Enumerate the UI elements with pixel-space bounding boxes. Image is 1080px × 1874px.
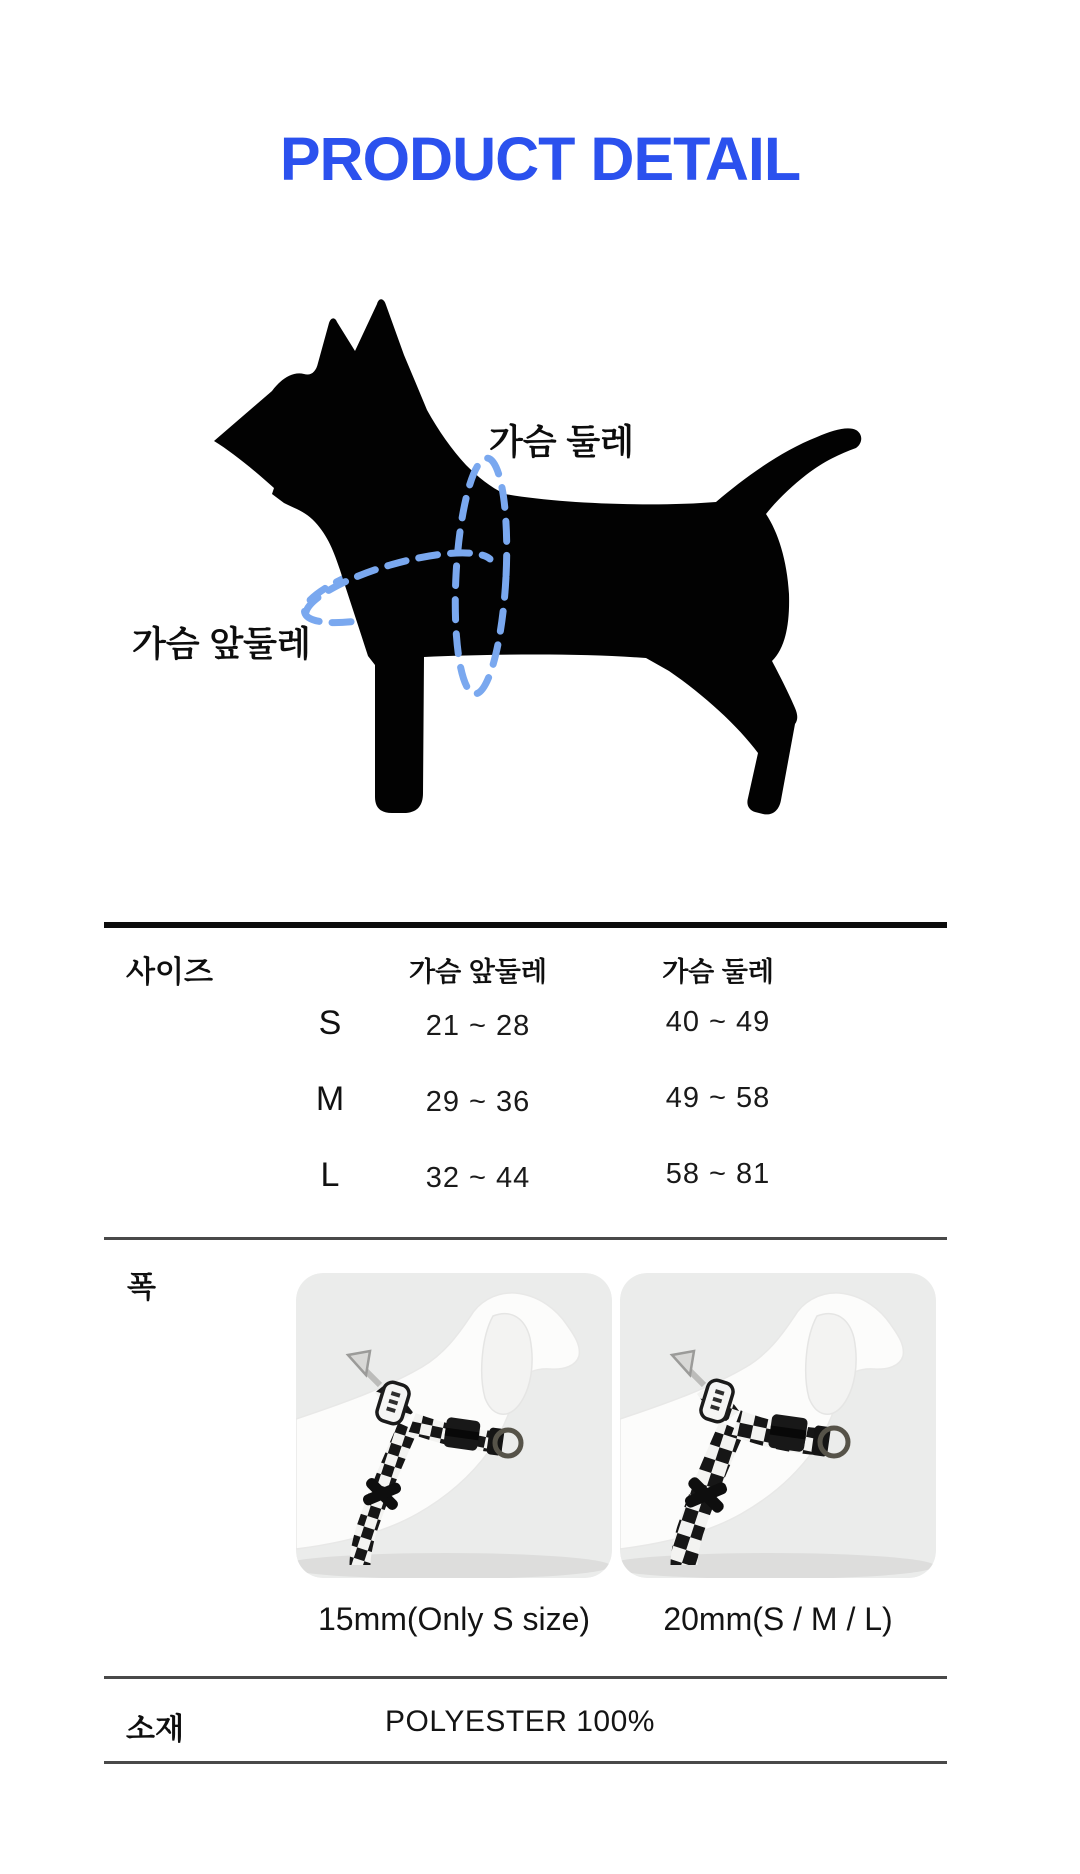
chest-value: 49 ~ 58 (665, 1082, 771, 1114)
size-row-label: S (318, 1004, 342, 1042)
divider-line (104, 1237, 947, 1240)
chest-value: 40 ~ 49 (665, 1006, 771, 1038)
front-chest-column-header: 가슴 앞둘레 (409, 957, 547, 987)
dog-silhouette (214, 299, 861, 814)
divider-line (104, 1676, 947, 1679)
chest-value: 58 ~ 81 (665, 1158, 771, 1190)
table-top-border (104, 922, 947, 928)
size-row-label: L (320, 1156, 340, 1194)
page-title: PRODUCT DETAIL (279, 125, 801, 193)
width-option-photos (0, 1273, 1080, 1578)
front-chest-girth-label: 가슴 앞둘레 (132, 625, 311, 664)
front-chest-value: 32 ~ 44 (425, 1162, 531, 1194)
product-photo-20mm (605, 1273, 936, 1578)
chest-girth-label: 가슴 둘레 (489, 423, 634, 462)
product-photo-15mm (281, 1273, 612, 1578)
width-option-caption-20mm: 20mm(S / M / L) (663, 1601, 893, 1637)
front-chest-value: 21 ~ 28 (425, 1010, 531, 1042)
front-chest-value: 29 ~ 36 (425, 1086, 531, 1118)
material-section-label: 소재 (126, 1713, 184, 1746)
size-row-label: M (315, 1080, 345, 1118)
chest-column-header: 가슴 둘레 (662, 957, 774, 987)
size-column-header: 사이즈 (126, 956, 213, 989)
width-section-label: 폭 (127, 1271, 156, 1304)
divider-line (104, 1761, 947, 1764)
material-value: POLYESTER 100% (385, 1705, 655, 1738)
width-option-caption-15mm: 15mm(Only S size) (317, 1601, 591, 1637)
